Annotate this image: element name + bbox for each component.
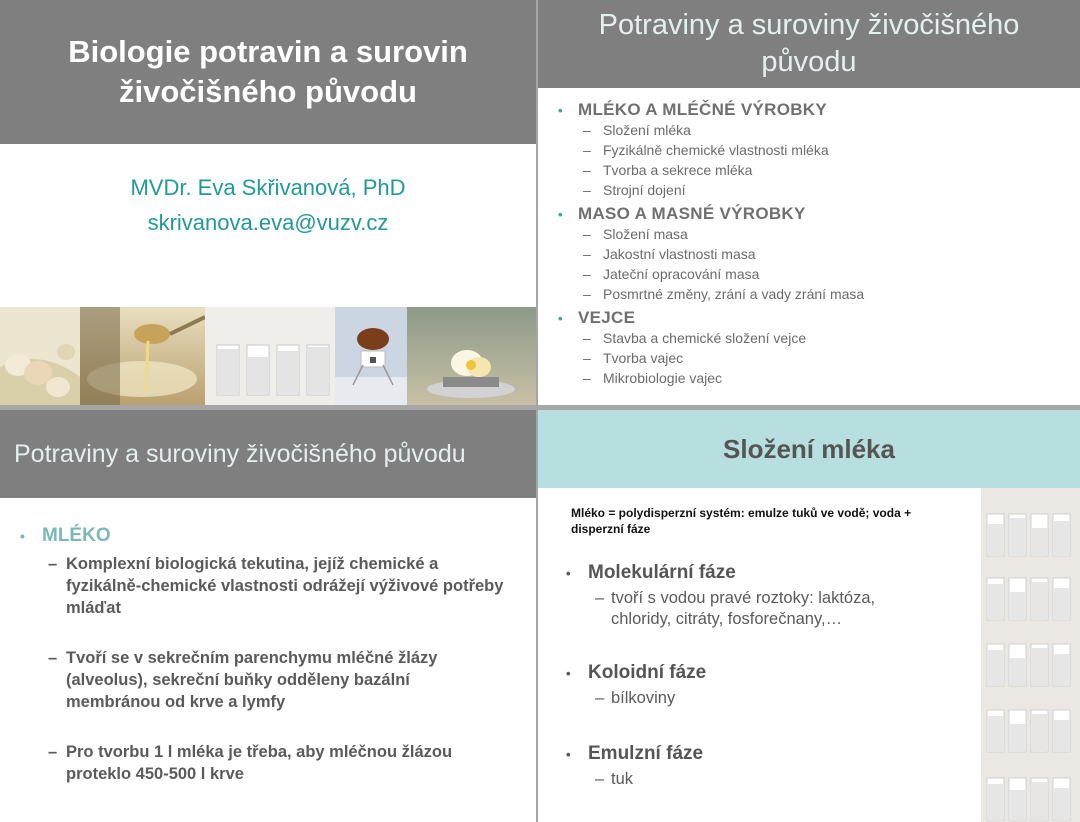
detail-text: tuk bbox=[611, 770, 634, 788]
outline-section bbox=[558, 100, 1068, 122]
outline-title: Potraviny a suroviny živočišného původu bbox=[598, 9, 1020, 78]
dash-icon: – bbox=[48, 743, 58, 761]
author-name: MVDr. Eva Skřivanová, PhD bbox=[130, 175, 406, 200]
slide-outline bbox=[538, 0, 1080, 405]
outline-item bbox=[583, 350, 1068, 370]
dash-icon: – bbox=[583, 226, 591, 242]
dash-icon: – bbox=[595, 589, 605, 607]
slide-title bbox=[0, 0, 536, 405]
dash-icon: – bbox=[583, 350, 591, 366]
milk-title-band bbox=[0, 410, 536, 498]
composition-intro: Mléko = polydisperzní systém: emulze tuků ve vodě; voda + disperzní fáze bbox=[571, 506, 912, 536]
outline-item bbox=[583, 142, 1068, 162]
item-label: Strojní dojení bbox=[603, 182, 686, 198]
dash-icon: – bbox=[583, 246, 591, 262]
item-label: Fyzikálně chemické vlastnosti mléka bbox=[603, 142, 829, 158]
phase-colloid bbox=[566, 662, 706, 684]
milk-point bbox=[48, 553, 520, 619]
slide-milk-composition bbox=[538, 410, 1080, 822]
dash-icon: – bbox=[583, 266, 591, 282]
item-label: Mikrobiologie vajec bbox=[603, 370, 723, 386]
phase-label: Emulzní fáze bbox=[588, 743, 704, 764]
dash-icon: – bbox=[595, 770, 605, 788]
outline-section bbox=[558, 204, 1068, 226]
item-label: Jakostní vlastnosti masa bbox=[603, 246, 756, 262]
phase-detail bbox=[595, 588, 915, 630]
phase-label: Koloidní fáze bbox=[588, 662, 707, 683]
meat-photo bbox=[335, 307, 407, 405]
milk-point bbox=[48, 647, 520, 713]
outline-item bbox=[583, 162, 1068, 182]
dash-icon: – bbox=[583, 142, 591, 158]
dash-icon: – bbox=[583, 286, 591, 302]
phase-detail bbox=[595, 769, 633, 790]
composition-title-band bbox=[538, 410, 1080, 488]
bullet-icon: • bbox=[566, 747, 571, 762]
dessert-photo bbox=[407, 307, 536, 405]
outline-item bbox=[583, 370, 1068, 390]
milk-heading bbox=[20, 525, 520, 547]
author-email: skrivanova.eva@vuzv.cz bbox=[147, 210, 389, 235]
point-text: Pro tvorbu 1 l mléka je třeba, aby mléčnou žlázou proteklo 450-500 l krve bbox=[66, 743, 453, 783]
phase-emulsion bbox=[566, 743, 703, 765]
outline-item bbox=[583, 266, 1068, 286]
honey-photo bbox=[80, 307, 205, 405]
slide-milk bbox=[0, 410, 536, 822]
milk-content bbox=[20, 525, 520, 785]
dash-icon: – bbox=[583, 122, 591, 138]
milk-glasses-photo bbox=[205, 307, 335, 405]
point-text: Tvoří se v sekrečním parenchymu mléčné žlázy (alveolus), sekreční buňky odděleny bazální membránou od krve a lymfy bbox=[66, 649, 438, 711]
outline-item bbox=[583, 226, 1068, 246]
bullet-icon: • bbox=[558, 311, 563, 326]
item-label: Stavba a chemické složení vejce bbox=[603, 330, 807, 346]
section-label: MLÉKO A MLÉČNÉ VÝROBKY bbox=[578, 100, 828, 119]
section-label: VEJCE bbox=[578, 308, 636, 327]
dash-icon: – bbox=[583, 370, 591, 386]
item-label: Tvorba vajec bbox=[603, 350, 684, 366]
dash-icon: – bbox=[48, 649, 58, 667]
detail-text: bílkoviny bbox=[611, 689, 676, 707]
section-label: MASO A MASNÉ VÝROBKY bbox=[578, 204, 806, 223]
item-label: Jateční opracování masa bbox=[603, 266, 760, 282]
presentation-title: Biologie potravin a surovin živočišného původu bbox=[68, 34, 468, 109]
bullet-icon: • bbox=[566, 566, 571, 581]
item-label: Složení mléka bbox=[603, 122, 691, 138]
item-label: Tvorba a sekrece mléka bbox=[603, 162, 753, 178]
milk-point bbox=[48, 741, 520, 785]
dash-icon: – bbox=[48, 555, 58, 573]
bullet-icon: • bbox=[566, 666, 571, 681]
dash-icon: – bbox=[583, 330, 591, 346]
item-label: Složení masa bbox=[603, 226, 688, 242]
phase-detail bbox=[595, 688, 675, 709]
milk-slide-title: Potraviny a suroviny živočišného původu bbox=[14, 439, 466, 468]
bullet-icon: • bbox=[558, 103, 563, 118]
outline-title-band bbox=[538, 0, 1080, 88]
milk-glasses-column-photo bbox=[981, 488, 1080, 822]
outline-list bbox=[558, 98, 1068, 390]
photo-strip bbox=[0, 307, 536, 405]
bullet-icon: • bbox=[20, 528, 25, 544]
outline-section bbox=[558, 308, 1068, 330]
detail-text: tvoří s vodou pravé roztoky: laktóza, chloridy, citráty, fosforečnany,… bbox=[611, 589, 876, 628]
bullet-icon: • bbox=[558, 207, 563, 222]
phase-label: Molekulární fáze bbox=[588, 562, 736, 583]
phase-molecular bbox=[566, 562, 736, 584]
outline-item bbox=[583, 122, 1068, 142]
point-text: Komplexní biologická tekutina, jejíž chemické a fyzikálně-chemické vlastnosti odrážejí výživové potřeby mláďat bbox=[66, 555, 504, 617]
dash-icon: – bbox=[595, 689, 605, 707]
outline-item bbox=[583, 246, 1068, 266]
dash-icon: – bbox=[583, 182, 591, 198]
outline-item bbox=[583, 182, 1068, 202]
heading-label: MLÉKO bbox=[42, 525, 111, 546]
eggs-photo bbox=[0, 307, 80, 405]
item-label: Posmrtné změny, zrání a vady zrání masa bbox=[603, 286, 865, 302]
title-band bbox=[0, 0, 536, 144]
outline-item bbox=[583, 330, 1068, 350]
composition-title: Složení mléka bbox=[723, 433, 895, 464]
outline-item bbox=[583, 286, 1068, 306]
dash-icon: – bbox=[583, 162, 591, 178]
